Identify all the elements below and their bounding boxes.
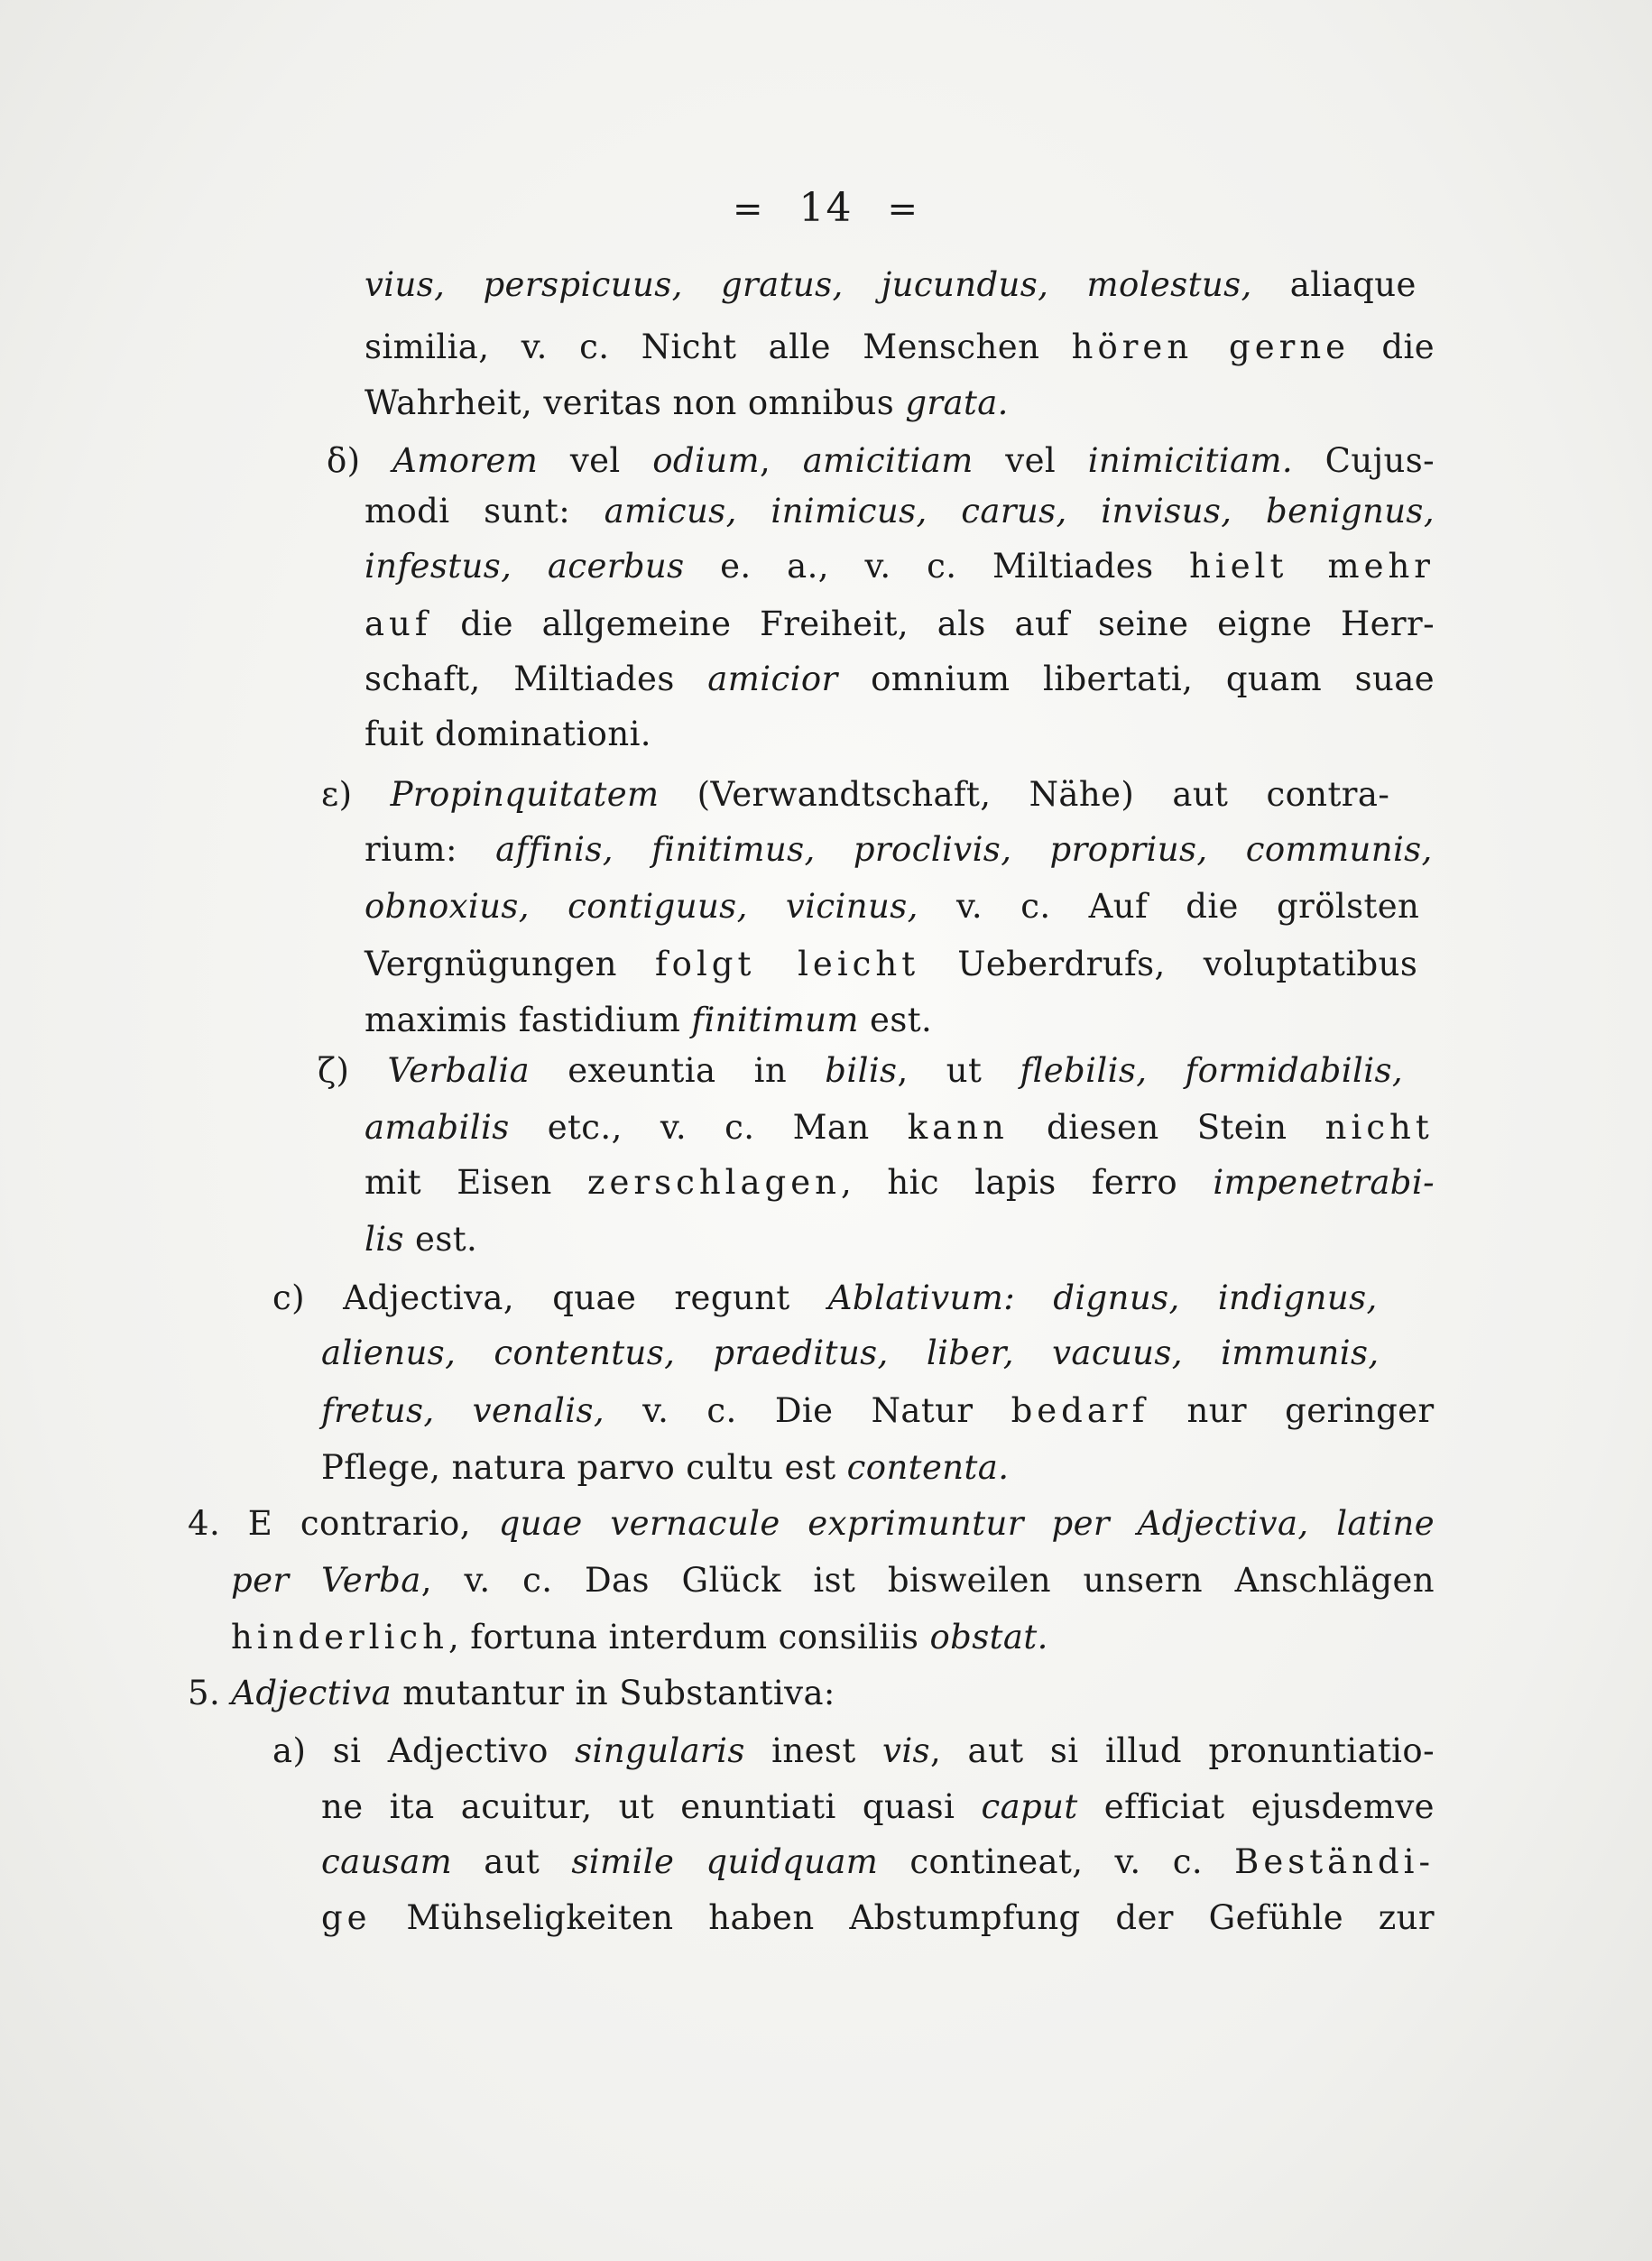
text-run: ζ) bbox=[318, 1051, 388, 1090]
text-run: , ut bbox=[897, 1051, 1020, 1090]
text-run: mit Eisen bbox=[365, 1163, 588, 1202]
text-run: omnium libertati, quam suae bbox=[837, 660, 1435, 698]
italic-text: grata. bbox=[905, 383, 1009, 422]
text-run: est. bbox=[403, 1220, 478, 1259]
spaced-text: folgt leicht bbox=[654, 945, 920, 983]
italic-text: quae vernacule exprimuntur per Adjectiva, latine bbox=[498, 1504, 1435, 1543]
spaced-text: hinderlich bbox=[231, 1618, 448, 1657]
text-run: die allgemeine Freiheit, als auf seine eigne Herr- bbox=[431, 604, 1435, 643]
text-run: 4. E contrario, bbox=[188, 1504, 499, 1543]
text-run: Pflege, natura parvo cultu est bbox=[321, 1448, 847, 1487]
italic-text: vius, perspicuus, gratus, jucundus, molestus, bbox=[365, 265, 1252, 304]
italic-text: contenta. bbox=[846, 1448, 1010, 1487]
text-run: aliaque bbox=[1251, 265, 1417, 304]
text-run: exeuntia in bbox=[530, 1051, 826, 1090]
italic-text: lis bbox=[365, 1220, 404, 1259]
text-run: mutantur in Substantiva: bbox=[392, 1674, 835, 1712]
text-run: v. c. Die Natur bbox=[605, 1391, 1011, 1430]
text-run: diesen Stein bbox=[1008, 1108, 1325, 1147]
italic-text: impenetrabi- bbox=[1213, 1163, 1435, 1202]
text-line bbox=[365, 887, 1420, 926]
text-line bbox=[321, 1448, 1010, 1487]
text-run: ne ita acuitur, ut enuntiati quasi bbox=[321, 1787, 982, 1826]
text-line bbox=[365, 662, 1435, 696]
text-run: , hic lapis ferro bbox=[840, 1163, 1214, 1202]
italic-text: inimicitiam. bbox=[1087, 441, 1294, 480]
italic-text: vis bbox=[882, 1731, 930, 1770]
page-header bbox=[0, 185, 1652, 231]
italic-text: amicus, inimicus, carus, invisus, benignus, bbox=[604, 492, 1435, 531]
spaced-text: hören gerne bbox=[1071, 328, 1351, 366]
italic-text: amabilis bbox=[365, 1108, 510, 1147]
text-run: similia, v. c. Nicht alle Menschen bbox=[365, 328, 1072, 366]
spaced-text: hielt mehr bbox=[1189, 547, 1435, 586]
text-run: e. a., v. c. Miltiades bbox=[684, 547, 1190, 586]
text-line bbox=[318, 1051, 1404, 1090]
text-run: aut bbox=[452, 1842, 572, 1881]
header-dash-right: = bbox=[887, 189, 920, 230]
text-line bbox=[365, 604, 1435, 643]
text-line bbox=[272, 1278, 1378, 1317]
italic-text: infestus, acerbus bbox=[365, 547, 685, 586]
text-run: contineat, v. c. bbox=[878, 1842, 1235, 1881]
text-run: ε) bbox=[321, 775, 391, 814]
italic-text: obstat. bbox=[929, 1618, 1048, 1657]
text-run: a) si Adjectivo bbox=[272, 1731, 576, 1770]
italic-text: Propinquitatem bbox=[390, 775, 660, 814]
text-run: , aut si illud pronuntiatio- bbox=[929, 1731, 1435, 1770]
text-run: Mühseligkeiten haben Abstumpfung der Gefühle zur bbox=[371, 1898, 1435, 1937]
text-line bbox=[365, 547, 1435, 586]
text-line bbox=[327, 441, 1435, 480]
text-run: fuit dominationi. bbox=[365, 715, 651, 753]
text-run: 5. bbox=[188, 1674, 232, 1712]
text-run: schaft, Miltiades bbox=[365, 660, 708, 698]
spaced-text: kann bbox=[907, 1108, 1009, 1147]
text-line bbox=[365, 330, 1435, 364]
text-line bbox=[321, 1391, 1435, 1430]
text-line bbox=[365, 1003, 932, 1037]
text-run: vel bbox=[538, 441, 653, 480]
italic-text: caput bbox=[981, 1787, 1078, 1826]
text-line bbox=[365, 1163, 1435, 1202]
italic-text: per Verba bbox=[231, 1561, 421, 1600]
italic-text: bilis bbox=[825, 1051, 898, 1090]
text-run: (Verwandtschaft, Nähe) aut contra- bbox=[659, 775, 1390, 814]
text-run: c) Adjectiva, quae regunt bbox=[272, 1278, 828, 1317]
italic-text: affinis, finitimus, proclivis, proprius, communis, bbox=[495, 830, 1433, 869]
text-run: Vergnügungen bbox=[365, 945, 655, 983]
spaced-text: bedarf bbox=[1011, 1391, 1149, 1430]
text-run: Wahrheit, veritas non omnibus bbox=[365, 383, 906, 422]
italic-text: Ablativum: dignus, indignus, bbox=[827, 1278, 1378, 1317]
text-line bbox=[321, 1787, 1435, 1826]
text-line bbox=[365, 947, 1417, 981]
text-run: v. c. Auf die grölsten bbox=[918, 887, 1420, 926]
spaced-text: auf bbox=[365, 604, 432, 643]
text-run: inest bbox=[744, 1731, 883, 1770]
text-run: est. bbox=[858, 1001, 933, 1039]
italic-text: Verbalia bbox=[387, 1051, 531, 1090]
text-run: δ) bbox=[327, 441, 393, 480]
text-line bbox=[188, 1504, 1435, 1543]
text-line bbox=[365, 717, 651, 751]
italic-text: simile quidquam bbox=[571, 1842, 879, 1881]
italic-text: obnoxius, contiguus, vicinus, bbox=[365, 887, 918, 926]
text-line bbox=[365, 492, 1435, 531]
text-run: maximis fastidium bbox=[365, 1001, 692, 1039]
italic-text: alienus, contentus, praeditus, liber, vacuus, immunis, bbox=[321, 1334, 1380, 1372]
text-run: efficiat ejusdemve bbox=[1077, 1787, 1435, 1826]
text-run: rium: bbox=[365, 830, 496, 869]
text-run: Ueberdrufs, voluptatibus bbox=[919, 945, 1418, 983]
spaced-text: zerschlagen bbox=[587, 1163, 841, 1202]
text-line bbox=[272, 1731, 1435, 1770]
text-line bbox=[321, 775, 1390, 814]
italic-text: Amorem bbox=[392, 441, 539, 480]
spaced-text: Beständi- bbox=[1234, 1842, 1435, 1881]
spaced-text: ge bbox=[321, 1898, 372, 1937]
text-line bbox=[365, 383, 1009, 422]
italic-text: Adjectiva bbox=[231, 1674, 392, 1712]
italic-text: finitimum bbox=[691, 1001, 859, 1039]
text-run: vel bbox=[973, 441, 1088, 480]
italic-text: amicitiam bbox=[802, 441, 974, 480]
text-run: , v. c. Das Glück ist bisweilen unsern Anschlägen bbox=[420, 1561, 1435, 1600]
text-run: die bbox=[1350, 328, 1435, 366]
header-dash-left: = bbox=[732, 189, 765, 230]
italic-text: flebilis, formidabilis, bbox=[1020, 1051, 1404, 1090]
text-line bbox=[188, 1676, 835, 1710]
text-line bbox=[365, 830, 1433, 869]
text-run: , fortuna interdum consiliis bbox=[448, 1618, 930, 1657]
text-line bbox=[365, 1220, 478, 1259]
text-run: Cujus- bbox=[1293, 441, 1435, 480]
text-line bbox=[231, 1561, 1435, 1600]
text-line bbox=[321, 1336, 1380, 1370]
page-number: 14 bbox=[798, 185, 854, 231]
italic-text: singularis bbox=[575, 1731, 745, 1770]
text-run: nur geringer bbox=[1149, 1391, 1435, 1430]
text-line bbox=[365, 1108, 1434, 1147]
text-run: , bbox=[759, 441, 803, 480]
text-line bbox=[231, 1618, 1048, 1657]
spaced-text: nicht bbox=[1324, 1108, 1434, 1147]
text-run: etc., v. c. Man bbox=[509, 1108, 908, 1147]
italic-text: odium bbox=[652, 441, 760, 480]
text-line bbox=[321, 1898, 1435, 1937]
text-line bbox=[365, 265, 1417, 304]
text-run: modi sunt: bbox=[365, 492, 605, 531]
italic-text: causam bbox=[321, 1842, 453, 1881]
italic-text: fretus, venalis, bbox=[321, 1391, 605, 1430]
italic-text: amicior bbox=[707, 660, 838, 698]
text-line bbox=[321, 1842, 1435, 1881]
